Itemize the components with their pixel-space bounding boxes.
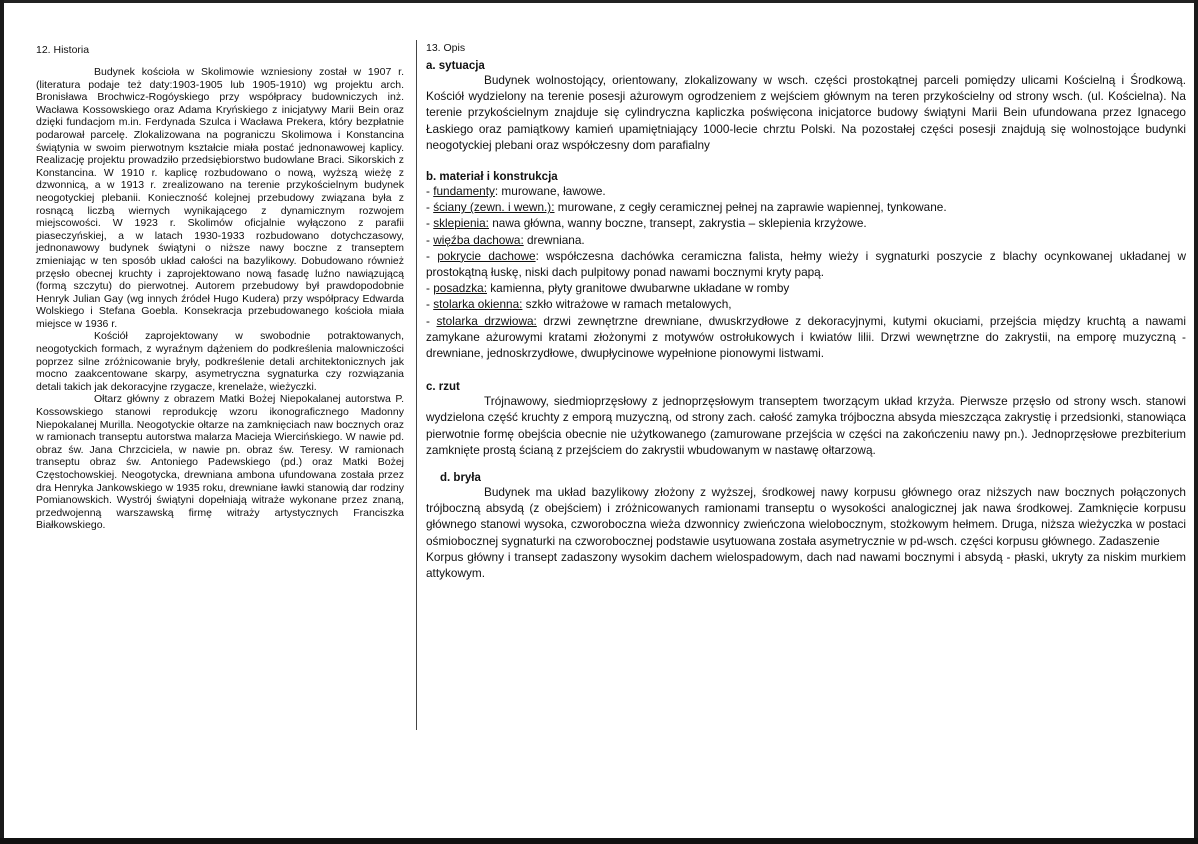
materials-item: - stolarka okienna: szkło witrażowe w ramach metalowych, [426,297,732,312]
section-c-text: Trójnawowy, siedmioprzęsłowy z jednoprzęsłowym transeptem tworzącym układ krzyża. Pierwsze przęsło od strony wsch. stanowi wydzielona część kruchty z emporą muzyczną, od strony zach. całość zamyka trójboczna absyda mieszcząca zakrystię i przedsionki, stanowiąca pierwotnie formę obejścia obecnie nie użytkowanego (zamurowane przejścia w części na zakończeniu nawy pn.). Jednoprzęsłowe prezbiterium zamknięte prostą ścianą z przejściem do zakrystii wbudowanym w nastawę ołtarzową. [426,394,1186,457]
materials-item: - posadzka: kamienna, płyty granitowe dwubarwne układane w romby [426,281,790,296]
section-b-title: b. materiał i konstrukcja [426,171,558,184]
section-d-title: d. bryła [440,472,481,485]
materials-item-label: ściany (zewn. i wewn.): [433,200,555,215]
section-a-text: Budynek wolnostojący, orientowany, zlokalizowany w wsch. części prostokątnej parceli pomiędzy ulicami Kościelną i Środkową. Kościół wydzielony na terenie posesji ażurowym ogrodzeniem z wejściem głównym na teren przykościelny od strony wsch. (ul. Kościelna). Na terenie przykościelnym znajduje się cylindryczna kapliczka poświęcona inicjatorce budowy świątyni Marii Bein ufundowana przez Ignacego Łaskiego oraz pamiątkowy kamień upamiętniający 1000-lecie chrztu Polski. Na pozostałej części posesji znajdują się wolnostojące budynki neogotyckiej plebani oraz współczesny dom parafialny [426,73,1186,152]
materials-item: - ściany (zewn. i wewn.): murowane, z cegły ceramicznej pełnej na zaprawie wapiennej, tynkowane. [426,200,947,215]
column-divider [416,40,417,730]
section-c-title: c. rzut [426,381,460,394]
materials-item-label: posadzka: [433,281,487,296]
materials-item-label: stolarka okienna: [433,297,523,312]
history-heading: 12. Historia [36,44,90,56]
materials-item-label: pokrycie dachowe [437,248,536,263]
description-column [426,42,1186,581]
materials-item-label: stolarka drzwiowa: [436,313,537,328]
history-paragraph-2: Kościół zaprojektowany w swobodnie potraktowanych, neogotyckich formach, z wyraźnym dążeniem do podkreślenia malowniczości poprzez silne zróżnicowanie bryły, podkreślenie detali architektonicznych jak mocno zaakcentowane skarpy, asymetryczna sygnaturka czy rozwiązania detali takich jak dekoracyjne rzygacze, krenelaże, wieżyczki. [36,330,404,393]
section-a-title: a. sytuacja [426,60,485,72]
history-paragraph-3: Ołtarz główny z obrazem Matki Bożej Niepokalanej autorstwa P. Kossowskiego stanowi reprodukcję wzoru ikonograficznego Madonny Niepokalanej Murilla. Neogotyckie ołtarze na zamknięciach naw bocznych oraz w ramionach transeptu autorstwa malarza Macieja Wiercińskiego. W nawie pd. obraz św. Jana Chrzciciela, w nawie pn. obraz św. Teresy. W ramionach transeptu obraz św. Antoniego Padewskiego (pd.) oraz Matki Bożej Częstochowskiej. Neogotycka, drewniana ambona ufundowana została przez dra Henryka Jankowskiego w 1935 roku, drewniane ławki stanowią dar rodziny Pomianowskich. Wystrój świątyni dopełniają witraże wykonane przez znaną, przedwojenną warszawską firmę witraży artystycznych Franciszka Białkowskiego. [36,393,404,532]
materials-item: - pokrycie dachowe: współczesna dachówka ceramiczna falista, hełmy wieży i sygnaturki poszycie z blachy ocynkowanej układanej w prostokątną łuskę, niski dach pulpitowy ponad nawami bocznymi kryty papą. [426,248,1186,280]
materials-item-label: sklepienia: [433,216,489,231]
materials-item: - sklepienia: nawa główna, wanny boczne, transept, zakrystia – sklepienia krzyżowe. [426,216,867,231]
history-paragraph-1: Budynek kościoła w Skolimowie wzniesiony został w 1907 r. (literatura podaje też daty:1903-1905 lub 1905-1910) wg projektu arch. Bronisława Brochwicz-Rogóyskiego przy współpracy budowniczych inż. Wacława Kossowskiego oraz Adama Kryńskiego z inicjatywy Marii Bein oraz dzięki fundacjom m.in. Ferdynada Szulca i Wacława Prekera, który bezpłatnie podarował parcelę. Zlokalizowana na pograniczu Skolimowa i Konstancina świątynia w swoim pierwotnym kształcie miała postać jednonawowej kaplicy. Realizację projektu prowadziło przedsiębiorstwo budowlane Braci. Sikorskich z Konstancina. W 1910 r. kaplicę rozbudowano o nową, wyższą wieżę z dzwonnicą, a w 1913 r. zrealizowano na terenie przykościelnym budynek neogotyckiej plebanii. Konieczność kolejnej przebudowy związana była z rosnącą liczbą wiernych wynikającego z dynamicznym rozwojem miejscowości. W 1923 r. Skolimów oficjalnie wyłączono z parafii piaseczyńskiej, a w latach 1930-1933 rozbudowano dotychczasowy, jednonawowy budynek świątyni o niższe nawy boczne z transeptem zmieniając w ten sposób układ całości na bazylikowy. Dobudowano również przęsło obecnej kruchty i zaprojektowano nową fasadę luźno nawiązującą (formą szczytu) do pierwotnej. Autorem przebudowy był prawdopodobnie Henryk Julian Gay (wg innych źródeł Hugo Kudera) przy współpracy Edwarda Wolskiego i Stefana Goebla. Konsekracja przebudowanego kościoła miała miejsce w 1936 r. [36,66,404,330]
materials-item-label: fundamenty [433,184,495,199]
materials-list [426,183,1186,361]
materials-item: - stolarka drzwiowa: drzwi zewnętrzne drewniane, dwuskrzydłowe z dekoracyjnymi, kutymi okuciami, przejścia między kruchtą a nawami zamykane ażurowymi kratami złożonymi z motywów ostrołukowych i kwiatów lilii. Drzwi wewnętrzne do zakrystii, na emporę muzyczną - drewniane, jednoskrzydłowe, dwupłycinowe wypełnione pionowymi listwami. [426,313,1187,361]
scan-edge-left [0,0,4,844]
materials-item: - więźba dachowa: drewniana. [426,232,585,247]
section-d-roofing-text: Korpus główny i transept zadaszony wysokim dachem wielospadowym, dach nad nawami bocznymi i absydą - płaski, ukryty za niskim murkiem attykowym. [426,549,1186,581]
scan-edge-bottom [0,838,1198,844]
scan-edge-right [1194,0,1198,844]
scan-edge-top [0,0,1198,3]
materials-item: - fundamenty: murowane, ławowe. [426,184,606,199]
description-heading: 13. Opis [426,42,466,54]
section-d-text: Budynek ma układ bazylikowy złożony z wyższej, środkowej nawy korpusu głównego oraz niższych naw bocznych połączonych trójboczną absydą (z obejściem) i zróżnicowanych ramionami transeptu o wysokości analogicznej jak nawa środkowej. Zamknięcie korpusu głównego stanowi wysoka, czworoboczna wieża dzwonnicy zwieńczona wielobocznym, stożkowym hełmem. Druga, niższa wieżyczka w postaci ośmiobocznej sygnaturki na czworobocznej podstawie usytuowana została asymetrycznie w pd-wsch. części korpusu głównego. Zadaszenie [426,485,1186,548]
materials-item-label: więźba dachowa: [433,232,524,247]
history-column [36,44,404,532]
